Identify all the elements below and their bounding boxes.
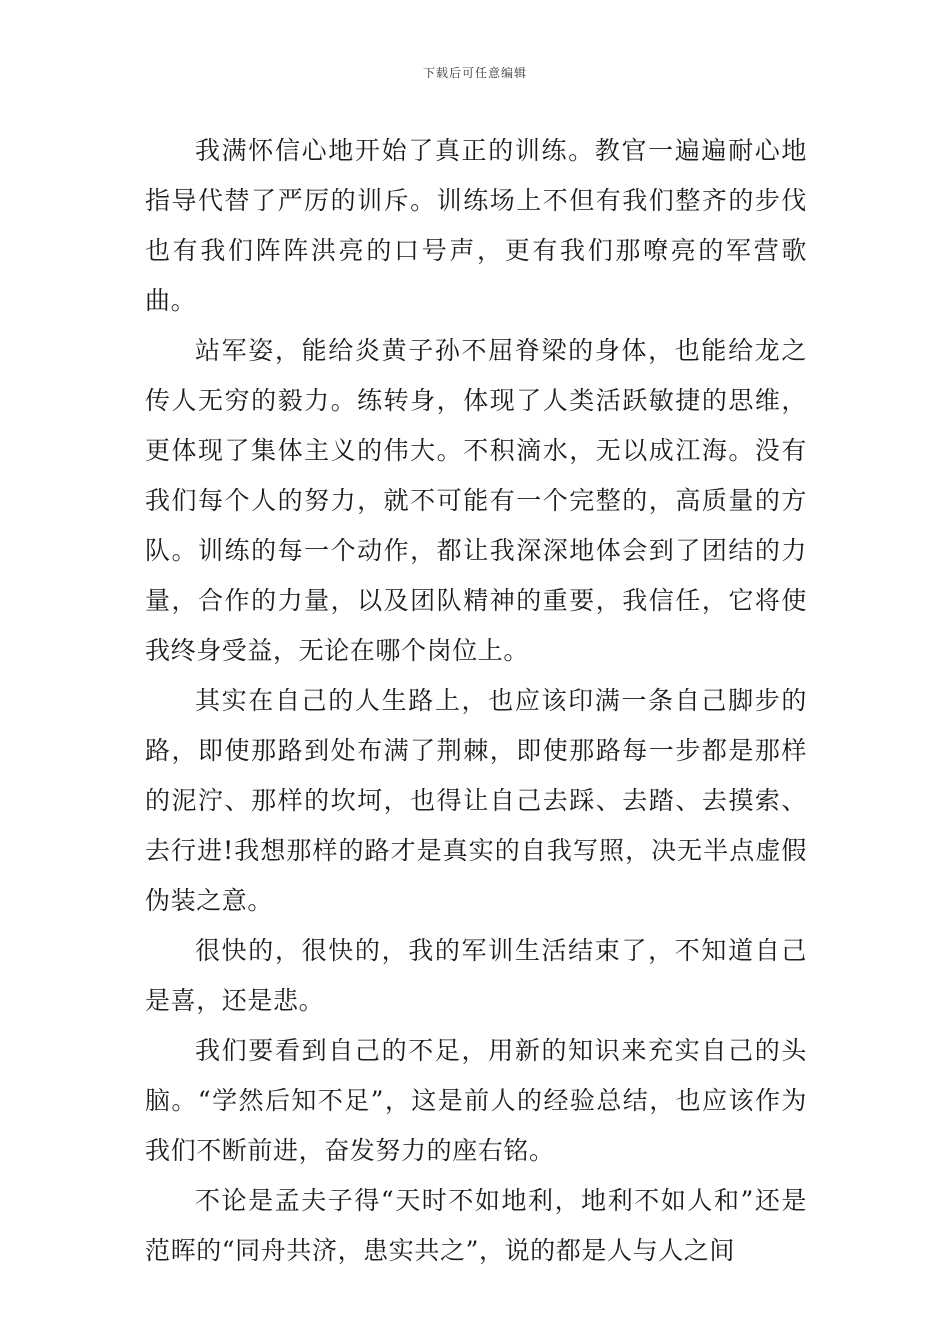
- document-body: [145, 126, 807, 1276]
- paragraph: 很快的，很快的，我的军训生活结束了，不知道自己是喜，还是悲。: [145, 936, 807, 1015]
- paragraph: 其实在自己的人生路上，也应该印满一条自己脚步的路，即使那路到处布满了荆棘，即使那路每一步都是那样的泥泞、那样的坎坷，也得让自己去踩、去踏、去摸索、去行进!我想那样的路才是真实的自我写照，决无半点虚假伪装之意。: [145, 686, 807, 915]
- page-header: 下载后可任意编辑: [422, 66, 527, 80]
- paragraph: 站军姿，能给炎黄子孙不屈脊梁的身体，也能给龙之传人无穷的毅力。练转身，体现了人类活跃敏捷的思维，更体现了集体主义的伟大。不积滴水，无以成江海。没有我们每个人的努力，就不可能有一个完整的，高质量的方队。训练的每一个动作，都让我深深地体会到了团结的力量，合作的力量，以及团队精神的重要，我信任，它将使我终身受益，无论在哪个岗位上。: [145, 336, 807, 665]
- paragraph: 我满怀信心地开始了真正的训练。教官一遍遍耐心地指导代替了严厉的训斥。训练场上不但有我们整齐的步伐也有我们阵阵洪亮的口号声，更有我们那嘹亮的军营歌曲。: [145, 136, 807, 315]
- paragraph: 不论是孟夫子得“天时不如地利，地利不如人和”还是范晖的“同舟共济，患实共之”，说的都是人与人之间: [145, 1186, 807, 1265]
- paragraph: 我们要看到自己的不足，用新的知识来充实自己的头脑。“学然后知不足”，这是前人的经验总结，也应该作为我们不断前进，奋发努力的座右铭。: [145, 1036, 807, 1165]
